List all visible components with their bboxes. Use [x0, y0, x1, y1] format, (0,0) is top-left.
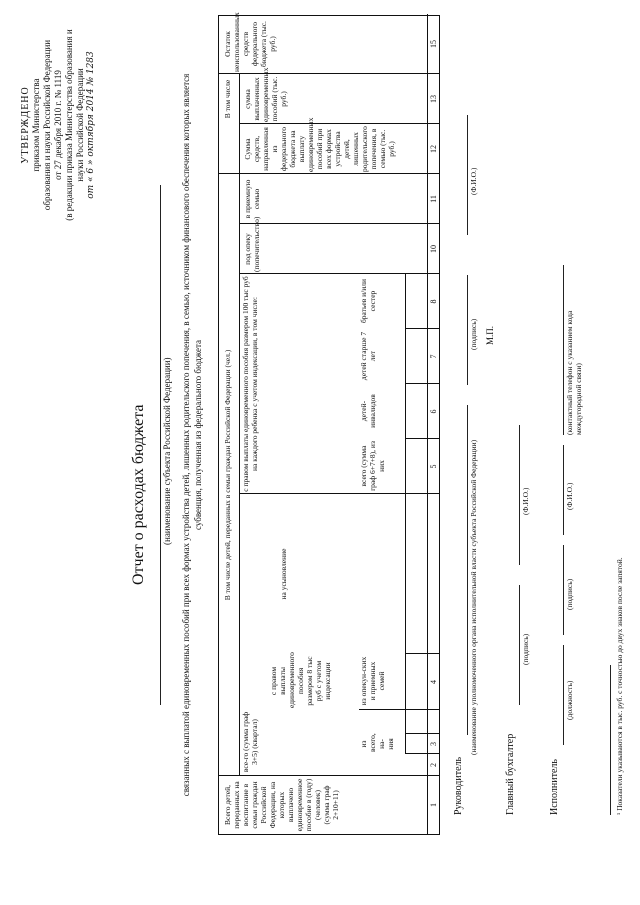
approval-line: приказом Министерства — [31, 78, 41, 172]
header-col-4: из опекун-ских и приемных семей — [359, 656, 386, 706]
approval-line: от 27 декабря 2010 г. № 1119 — [53, 70, 63, 180]
column-number: 2 — [429, 763, 438, 767]
footnote: ¹ Показатели указываются в тыс. руб. с точностью до двух знаков после запятой. — [615, 557, 624, 815]
accountant-fio-caption: (Ф.И.О.) — [521, 487, 530, 515]
header-group-8k: с правом выплаты единовременного пособия размером 8 тыс руб с учетом индексации — [269, 652, 332, 708]
report-title: Отчет о расходах бюджета — [130, 404, 147, 585]
executor-post-caption: (должность) — [565, 680, 574, 720]
column-number: 7 — [429, 354, 438, 359]
column-number: 15 — [429, 40, 438, 48]
header-col-8: братьев и/или сестер — [359, 279, 377, 324]
column-number: 3 — [429, 742, 438, 746]
approval-line: образования и науки Российской Федерации — [42, 39, 52, 211]
header-col-13: сумма выплаченных единовременных пособий (тыс. руб.) — [243, 67, 288, 122]
head-sign-caption: (подпись) — [469, 318, 478, 350]
header-total-children: Всего детей, переданных на воспитание в семьи граждан Российской Федерации, на которых выплачено единовременное пособие в (году) (человек) (сумма граф 2+10+11) — [223, 778, 340, 832]
column-number: 12 — [429, 145, 438, 153]
approval-heading: УТВЕРЖДЕНО — [20, 86, 31, 164]
header-col-3: из всего, на-ния — [359, 733, 395, 752]
accountant-sign-caption: (подпись) — [521, 633, 530, 665]
column-number: 6 — [429, 409, 438, 414]
header-col-6: детей-инвалидов — [359, 394, 377, 428]
executor-sign-caption: (подпись) — [565, 578, 574, 610]
column-number: 4 — [429, 680, 438, 684]
executor-label: Исполнитель — [549, 759, 560, 815]
head-fio-caption: (Ф.И.О.) — [469, 167, 478, 195]
report-description: связанных с выплатой единовременных пособий при всех формах устройства детей, лишенных родительского попечения, в семью, источником финансового обеспечения которых является субвенция, полученная из федерального бюджета — [181, 73, 203, 797]
column-number: 11 — [429, 195, 438, 203]
header-col-10: под опеку (попечительство) — [243, 216, 261, 272]
footnote-divider — [610, 665, 611, 815]
subject-caption: (наименование субъекта Российской Федерации) — [162, 357, 172, 545]
column-number: 5 — [429, 464, 438, 469]
header-adoption: на усыновление — [279, 548, 288, 600]
approval-date-line: от « 6 » октября 2014 № 1283 — [86, 51, 96, 199]
header-group-transferred: В том числе детей, переданных в семьи граждан Российской Федерации (чел.) — [223, 349, 232, 601]
header-col-5: всего (сумма граф 6+7+8), из них — [359, 441, 386, 491]
header-col-11: в приемную семью — [243, 179, 261, 219]
report-table — [218, 12, 440, 835]
approval-line: науки Российской Федерации — [75, 68, 85, 182]
column-number: 1 — [429, 803, 438, 807]
column-number: 10 — [429, 245, 438, 253]
header-col-12: Сумма средств, направленная из федерального бюджета на выплату единовременных пособий при всех формах устройства детей, лишенных родительского попечения, в семью (тыс. руб.) — [243, 117, 396, 172]
approval-line: (в редакции приказа Министерства образования и — [64, 29, 74, 221]
approval-block — [20, 5, 97, 245]
header-col-15: Остаток неиспользованных средств федерального бюджета (тыс. руб.) — [223, 12, 277, 72]
head-label: Руководитель — [453, 756, 464, 815]
header-group-100k: с правом выплаты единовременного пособия размером 100 тыс руб на каждого ребенка с учетом индексации, в том числе: — [241, 276, 259, 492]
accountant-label: Главный бухгалтер — [505, 733, 516, 815]
column-number: 8 — [429, 299, 438, 304]
header-group-including: В том числе — [223, 79, 232, 119]
executor-phone-caption: (контактный телефон с указанием кода междугородной связи) — [565, 310, 583, 435]
executor-fio-caption: (Ф.И.О.) — [565, 482, 574, 510]
column-number: 13 — [429, 95, 438, 103]
subject-underline — [160, 185, 161, 705]
header-total-quarter: все-го (сумма граф 3+5) (квартал) — [241, 711, 259, 773]
header-col-7: детей старше 7 лет — [359, 331, 377, 381]
head-position-caption: (наименование уполномоченного органа исполнительной власти субъекта Российской Федерации) — [469, 439, 478, 755]
stamp-place: М.П. — [485, 325, 495, 345]
